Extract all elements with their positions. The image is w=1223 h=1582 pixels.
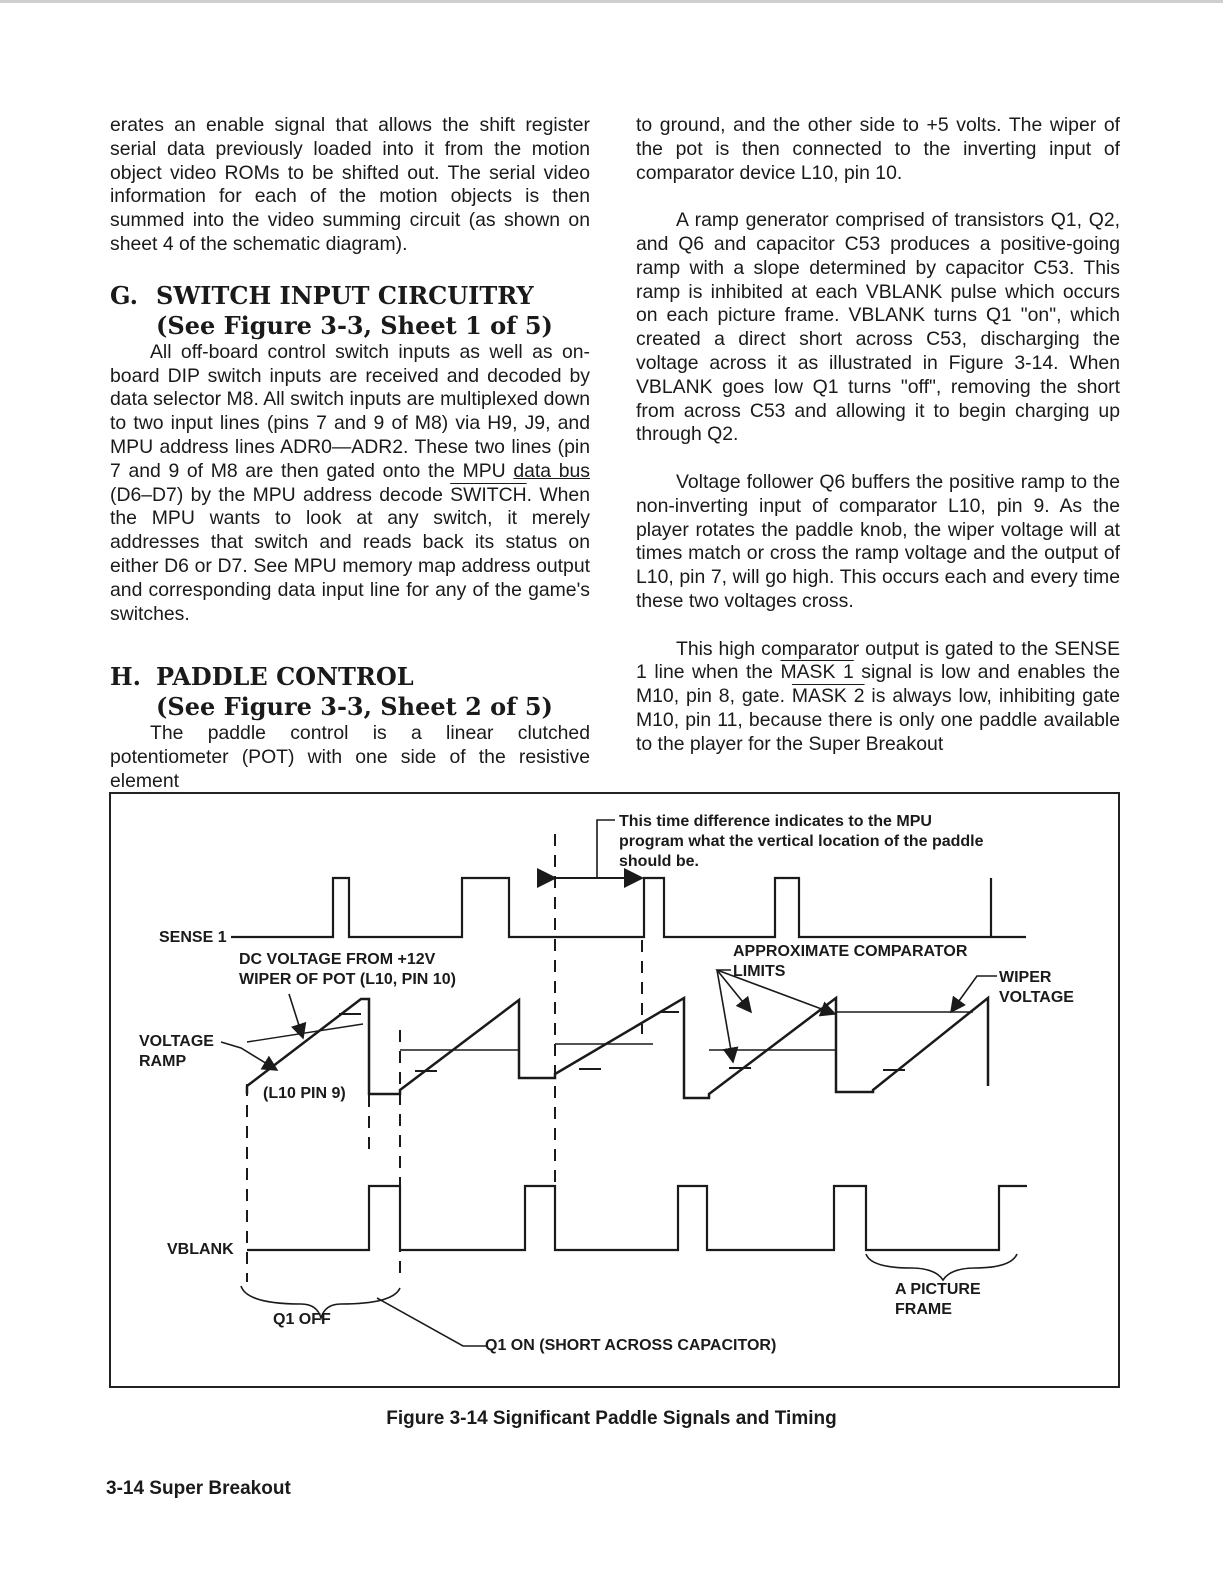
section-h-letter: H. — [110, 662, 142, 692]
comparator-leader-2 — [717, 970, 733, 1062]
paragraph-intro: erates an enable signal that allows the shift register serial data previously loaded into it from the motion object video ROMs to be shifted out. The serial video information for each of the motion objects is then summed into the video summing circuit (as shown on sheet 4 of the schematic diagram). — [110, 114, 590, 255]
q1-on-label: Q1 ON (SHORT ACROSS CAPACITOR) — [485, 1337, 777, 1354]
dc-voltage-label-1: DC VOLTAGE FROM +12V — [239, 951, 436, 968]
sense1-waveform — [231, 878, 1026, 937]
section-g-title: SWITCH INPUT CIRCUITRY — [156, 280, 534, 310]
section-g-body: All off-board control switch inputs as well as on-board DIP switch inputs are received and decoded by data selector M8. All switch inputs are multiplexed down to two input lines (pins 7 and 9 of M8) via H9, J9, and MPU address lines ADR0—ADR2. These two lines (pin 7 and 9 of M8 are then gated onto the MPU data bus (D6–D7) by the MPU address decode SWITCH. When the MPU wants to look at any switch, it merely addresses that switch and reads back its status on either D6 or D7. See MPU memory map address output and corresponding data input line for any of the game's switches. — [110, 340, 590, 625]
approx-label-1: APPROXIMATE COMPARATOR — [733, 943, 968, 960]
wiper-voltage-line — [247, 1012, 973, 1050]
timing-diagram-svg — [111, 794, 1118, 1386]
paragraph-follower: Voltage follower Q6 buffers the positive ramp to the non-inverting input of comparator L10, pin 9. As the player rotates the paddle knob, the wiper voltage will at times match or cross the ramp voltage and the output of L10, pin 7, will go high. This occurs each and every time these two voltages cross. — [636, 470, 1120, 612]
paragraph-mask: This high comparator output is gated to the SENSE 1 line when the MASK 1 signal is low and enables the M10, pin 8, gate. MASK 2 is always low, inhibiting gate M10, pin 11, because there is only one paddle available to the player for the Super Breakout — [636, 637, 1120, 755]
q1-on-leader — [377, 1298, 487, 1346]
vblank-label: VBLANK — [167, 1241, 234, 1258]
dc-voltage-label-2: WIPER OF POT (L10, PIN 10) — [239, 971, 456, 988]
mask1-signal: MASK 1 — [780, 661, 854, 684]
section-g-letter: G. — [110, 280, 138, 310]
left-column — [110, 114, 590, 794]
vblank-waveform — [247, 1186, 1027, 1250]
wiper-label-2: VOLTAGE — [999, 989, 1074, 1006]
wiper-leader — [951, 976, 997, 1012]
paragraph-ramp: A ramp generator comprised of transistors Q1, Q2, and Q6 and capacitor C53 produces a positive-going ramp with a slope determined by capacitor C53. This ramp is inhibited at each VBLANK pulse which occurs on each picture frame. VBLANK turns Q1 "on", which created a direct short across C53, discharging the voltage across it as illustrated in Figure 3-14. When VBLANK goes low Q1 turns "off", removing the short from across C53 and allowing it to begin charging up through Q2. — [636, 209, 1120, 446]
section-h-body: The paddle control is a linear clutched potentiometer (POT) with one side of the resistive element — [110, 722, 590, 792]
section-h-title: PADDLE CONTROL — [156, 662, 414, 692]
comparator-ticks — [339, 1012, 905, 1071]
right-column — [636, 114, 1120, 780]
mask2-signal: MASK 2 — [791, 685, 865, 708]
frame-label-1: A PICTURE — [895, 1281, 981, 1298]
wiper-label-1: WIPER — [999, 969, 1052, 986]
paragraph-pot: to ground, and the other side to +5 volts. The wiper of the pot is then connected to the inverting input of comparator device L10, pin 10. — [636, 114, 1120, 184]
page-footer: 3-14 Super Breakout — [106, 1478, 291, 1499]
note-line-3: should be. — [619, 853, 699, 870]
section-h-subtitle: (See Figure 3-3, Sheet 2 of 5) — [156, 692, 553, 722]
frame-label-2: FRAME — [895, 1301, 952, 1318]
scan-edge-line — [0, 0, 1223, 3]
note-line-2: program what the vertical location of the paddle — [619, 833, 984, 850]
ramp-label-1: VOLTAGE — [139, 1033, 214, 1050]
data-bus-term: data bus — [513, 459, 590, 482]
ramp-label-2: RAMP — [139, 1053, 187, 1070]
section-g-subtitle: (See Figure 3-3, Sheet 1 of 5) — [156, 310, 553, 340]
figure-caption: Figure 3-14 Significant Paddle Signals and Timing — [386, 1408, 837, 1429]
picture-frame-brace — [866, 1254, 1017, 1280]
sense1-label: SENSE 1 — [159, 929, 227, 946]
note-line-1: This time difference indicates to the MPU — [619, 813, 932, 830]
dc-voltage-leader — [289, 994, 303, 1038]
ramp-leader — [221, 1042, 277, 1070]
l10-pin9-label: (L10 PIN 9) — [263, 1085, 346, 1102]
time-diff-leader — [597, 820, 615, 878]
approx-label-2: LIMITS — [733, 963, 786, 980]
switch-signal: SWITCH — [450, 483, 527, 506]
section-g-heading — [110, 281, 590, 311]
q1-off-label: Q1 OFF — [273, 1311, 331, 1328]
section-h-heading — [110, 662, 590, 692]
timing-diagram — [109, 792, 1120, 1388]
